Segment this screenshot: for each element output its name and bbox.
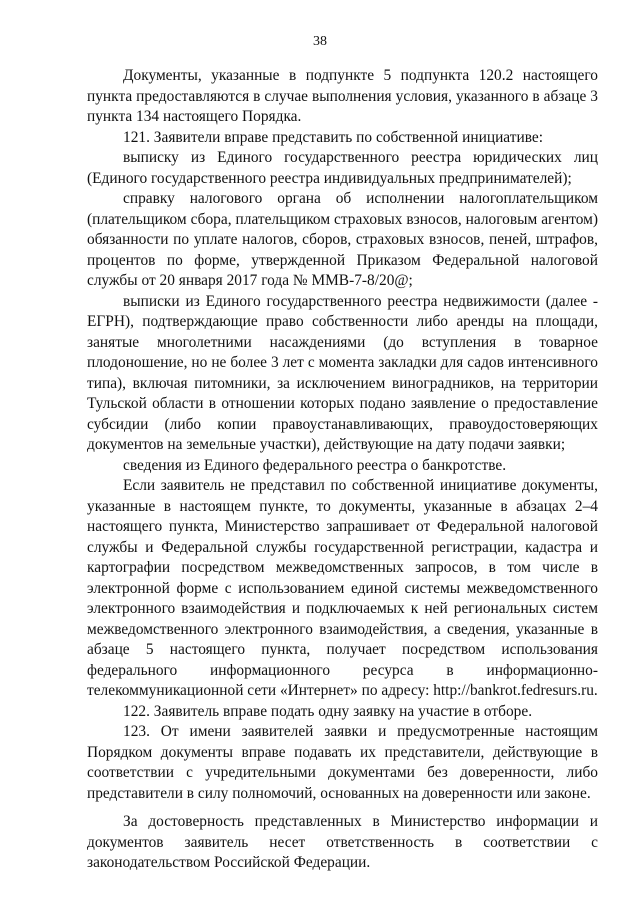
paragraph-item-121-heading: 121. Заявители вправе представить по собственной инициативе:	[123, 128, 543, 146]
paragraph-interagency-requests: Если заявитель не представил по собственной инициативе документы, указанные в настоящем пункте, то документы, указанные в абзацах 2–4 настоящего пункта, Министерство запрашивает от Федеральной налоговой службы и Федеральной службы государственной регистрации, кадастра и картографии посредством межведомственных запросов, в том числе в электронной форме с использованием единой системы межведомственного электронного взаимодействия и подключаемых к ней региональных систем межведомственного электронного взаимодействия, а сведения, указанные в абзаце 5 настоящего пункта, получает посредством использования федерального информационного ресурса в информационно-телекоммуникационной сети «Интернет» по адресу: http://bankrot.fedresurs.ru.	[87, 477, 598, 699]
page-number: 38	[313, 34, 327, 49]
paragraph-item-122: 122. Заявитель вправе подать одну заявку на участие в отборе.	[123, 702, 533, 720]
paragraph-item-123: 123. От имени заявителей заявки и предусмотренные настоящим Порядком документы вправе подавать их представители, действующие в соответствии с учредительными документами без доверенности, либо представители в силу полномочий, основанных на доверенности или законе.	[87, 723, 598, 802]
paragraph-bankruptcy-registry: сведения из Единого федерального реестра о банкротстве.	[123, 456, 507, 474]
paragraph-egrn-extracts: выписки из Единого государственного реестра недвижимости (далее - ЕГРН), подтверждающие право собственности либо аренды на площади, занятые многолетними насаждениями (до вступления в товарное плодоношение, но не более 3 лет с момента закладки для садов интенсивного типа), включая питомники, за исключением виноградников, на территории Тульской области в отношении которых подано заявление о предоставление субсидии (либо копии правоустанавливающих, правоудостоверяющих документов на земельные участки), действующие на дату подачи заявки;	[87, 292, 598, 453]
document-body	[87, 66, 598, 874]
paragraph-tax-certificate: справку налогового органа об исполнении налогоплательщиком (плательщиком сбора, плательщиком страховых взносов, налоговым агентом) обязанности по уплате налогов, сборов, страховых взносов, пеней, штрафов, процентов по форме, утвержденной Приказом Федеральной налоговой службы от 20 января 2017 года № ММВ-7-8/20@;	[87, 190, 598, 289]
paragraph-documents-conditions: Документы, указанные в подпункте 5 подпункта 120.2 настоящего пункта предоставляются в случае выполнения условия, указанного в абзаце 3 пункта 134 настоящего Порядка.	[87, 67, 598, 125]
paragraph-egrul-extract: выписку из Единого государственного реестра юридических лиц (Единого государственного реестра индивидуальных предпринимателей);	[87, 149, 598, 187]
paragraph-responsibility: За достоверность представленных в Министерство информации и документов заявитель несет ответственность в соответствии с законодательством Российской Федерации.	[87, 813, 598, 871]
